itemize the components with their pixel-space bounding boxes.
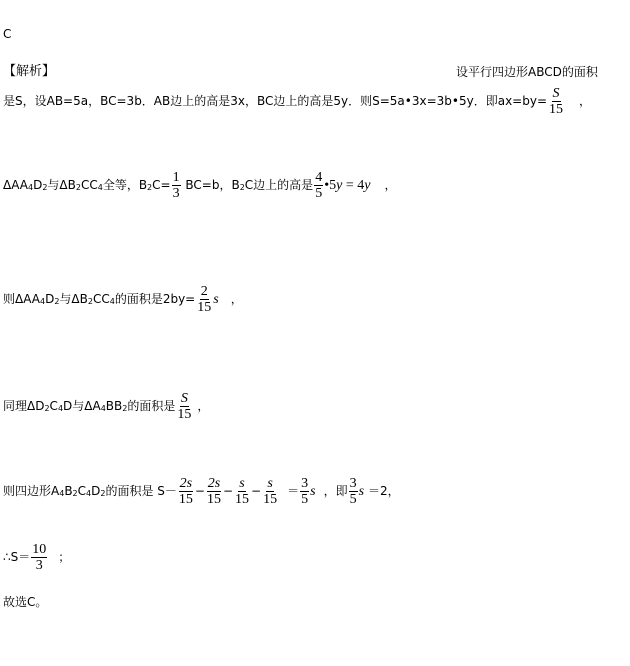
answer-text: C [3,27,12,41]
line-8: 故选C。 [3,595,48,609]
fraction: $\frac{2s}{15}$ [178,476,193,507]
fraction: $\frac{1}{3}$ [172,170,180,201]
line-4: 则ΔAA4D2与ΔB2CC4的面积是2by= $\frac{2}{15}$ s ， [3,284,243,315]
fraction: $\frac{3}{5}$ [301,476,309,507]
fraction: $\frac{S}{15}$ [177,391,192,422]
line-2: 是S，设AB=5a，BC=3b．AB边上的高是3x，BC边上的高是5y．则S=5a•3x=3b•5y．即ax=by= $\frac{S}{15}$ ， [3,86,592,117]
line-6: 则四边形A4B2C4D2的面积是 S－ $\frac{2s}{15}$ − $\frac{2s}{15}$ − $\frac{s}{15}$ − $\frac{s}{15}$ ＝ $\frac{3}{5}$ s ，即 $\frac{3}{5}$ s ＝2， [3,476,400,507]
fraction: $\frac{2}{15}$ [197,284,212,315]
fraction: $\frac{S}{15}$ [549,86,564,117]
fraction: $\frac{4}{5}$ [315,170,323,201]
fraction: $\frac{s}{15}$ [235,476,250,507]
fraction: $\frac{2s}{15}$ [206,476,221,507]
line-1: 设平行四边形ABCD的面积 [456,65,598,79]
line-3: ΔAA4D2与ΔB2CC4全等，B2C= $\frac{1}{3}$ BC=b，B2C边上的高是 $\frac{4}{5}$ •5y = 4y ， [3,170,397,201]
line-7: ∴S＝ $\frac{10}{3}$ ； [3,542,71,573]
line-5: 同理ΔD2C4D与ΔA4BB2的面积是 $\frac{S}{15}$ ， [3,391,210,422]
fraction: $\frac{s}{15}$ [263,476,278,507]
fraction: $\frac{3}{5}$ [349,476,357,507]
fraction: $\frac{10}{3}$ [32,542,47,573]
analysis-label: 【解析】 [3,64,56,79]
